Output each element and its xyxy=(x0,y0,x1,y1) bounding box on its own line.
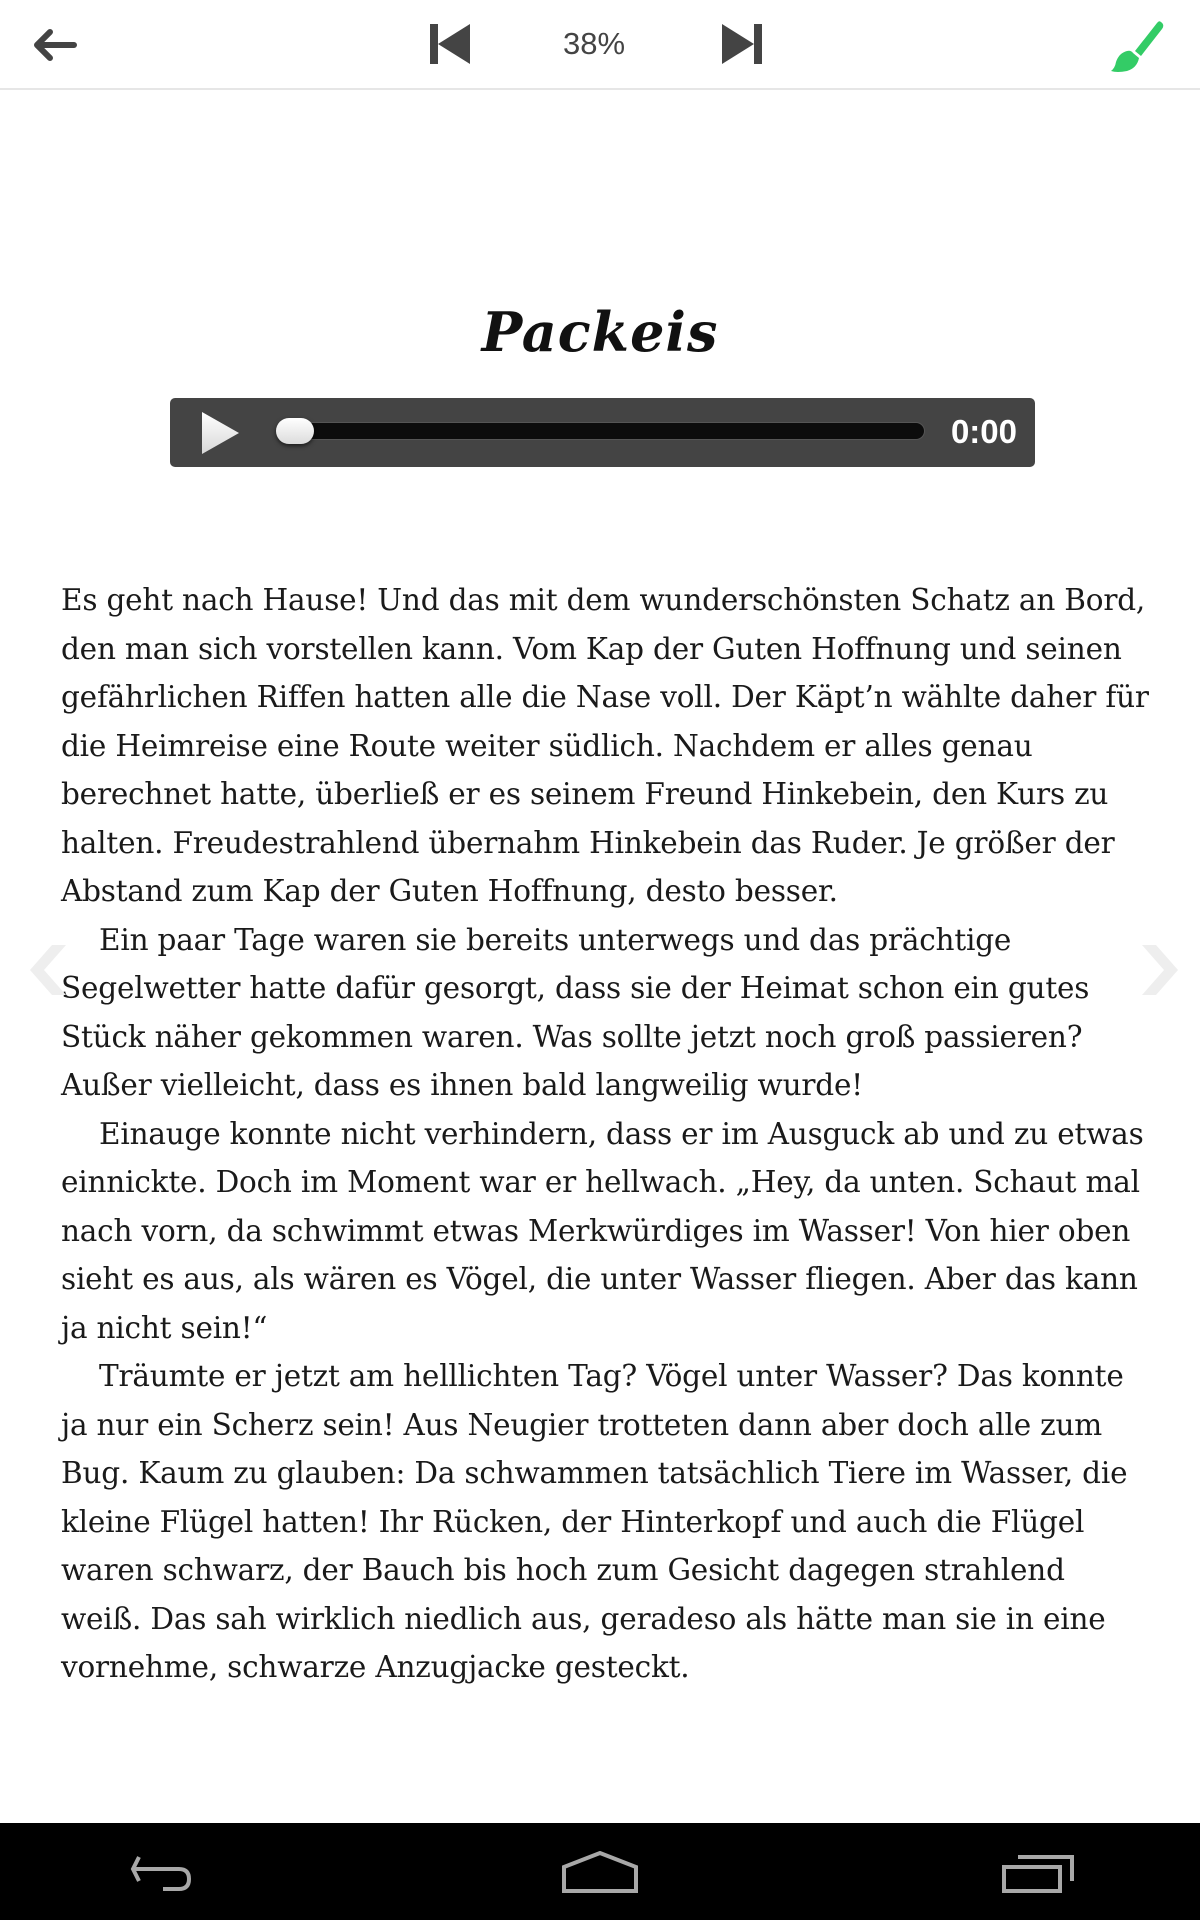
reading-progress: 38% xyxy=(562,26,626,61)
chapter-title: Packeis xyxy=(481,300,719,364)
system-home-button[interactable] xyxy=(550,1843,650,1903)
home-icon xyxy=(560,1851,640,1895)
audio-player xyxy=(170,398,1035,467)
current-time: 0:00 xyxy=(950,413,1017,450)
system-recents-button[interactable] xyxy=(990,1843,1090,1903)
previous-page-button[interactable] xyxy=(18,935,68,1005)
next-page-button[interactable] xyxy=(1140,935,1190,1005)
theme-button[interactable] xyxy=(1100,14,1170,78)
play-button[interactable] xyxy=(200,411,244,455)
paintbrush-icon xyxy=(1103,16,1167,76)
paragraph: Ein paar Tage waren sie bereits unterwegs und das prächtige Segelwetter hatte dafür gesorgt, dass sie der Heimat schon ein gutes Stück näher gekommen waren. Was sollte jetzt noch groß passieren? Außer vielleicht, dass es ihnen bald langweilig wurde! xyxy=(61,922,1090,1102)
next-chapter-button[interactable] xyxy=(712,18,772,70)
chevron-left-icon xyxy=(18,935,68,1005)
recents-icon xyxy=(1000,1851,1080,1895)
back-icon xyxy=(127,1853,197,1893)
paragraph: Einauge konnte nicht verhindern, dass er im Ausguck ab und zu etwas einnickte. Doch im Moment war er hellwach. „Hey, da unten. Schaut mal nach vorn, da schwimmt etwas Merkwürdiges im Wasser! Von hier oben sieht es aus, als wären es Vögel, die unter Wasser fliegen. Aber das kann ja nicht sein!“ xyxy=(61,1116,1144,1345)
play-icon xyxy=(200,411,244,455)
skip-next-icon xyxy=(720,22,764,66)
chapter-text xyxy=(61,576,1151,1692)
paragraph: Es geht nach Hause! Und das mit dem wunderschönsten Schatz an Bord, den man sich vorstellen kann. Vom Kap der Guten Hoffnung und seinen gefährlichen Riffen hatten alle die Nase voll. Der Käpt’n wählte daher für die Heimreise eine Route weiter südlich. Nachdem er alles genau berechnet hatte, überließ er es seinem Freund Hinkebein, den Kurs zu halten. Freudestrahlend übernahm Hinkebein das Ruder. Je größer der Abstand zum Kap der Guten Hoffnung, desto besser. xyxy=(61,583,1149,908)
system-navigation-bar xyxy=(0,1823,1200,1920)
paragraph: Träumte er jetzt am helllichten Tag? Vögel unter Wasser? Das konnte ja nur ein Scherz sein! Aus Neugier trotteten dann aber doch alle zum Bug. Kaum zu glauben: Da schwammen tatsächlich Tiere im Wasser, die kleine Flügel hatten! Ihr Rücken, der Hinterkopf und auch die Flügel waren schwarz, der Bauch bis hoch zum Gesicht dagegen strahlend weiß. Das sah wirklich niedlich aus, geradeso als hätte man sie in eine vornehme, schwarze Anzugjacke gesteckt. xyxy=(61,1359,1128,1684)
seek-bar[interactable] xyxy=(282,423,924,439)
seek-thumb[interactable] xyxy=(276,418,314,444)
system-back-button[interactable] xyxy=(112,1843,212,1903)
chevron-right-icon xyxy=(1140,935,1190,1005)
skip-previous-icon xyxy=(428,22,472,66)
reader-toolbar xyxy=(0,0,1200,90)
back-button[interactable] xyxy=(24,20,84,70)
arrow-left-icon xyxy=(30,25,78,65)
previous-chapter-button[interactable] xyxy=(420,18,480,70)
